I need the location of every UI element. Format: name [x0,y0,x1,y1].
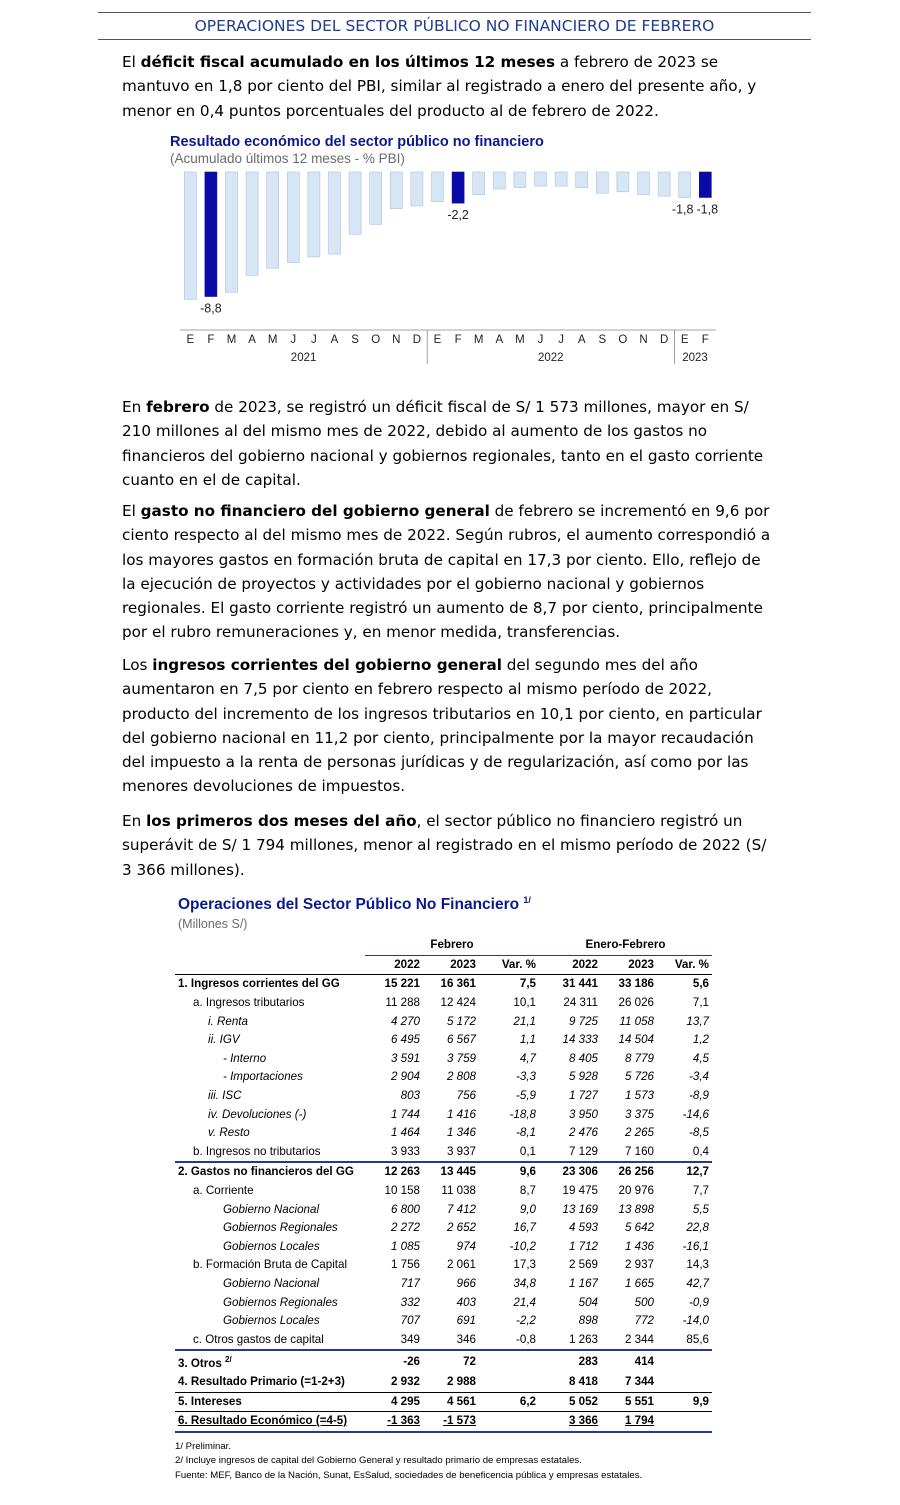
row-value: 1 263 [568,1332,598,1346]
row-value: 31 441 [539,975,601,994]
table-row [175,1124,712,1143]
table-row [175,1012,712,1031]
row-label: i. Renta [208,1014,248,1028]
row-value: 3 591 [390,1051,420,1065]
bar [493,172,505,189]
paragraph-deficit: El déficit fiscal acumulado en los últimos 12 meses a febrero de 2023 se mantuvo en 1,8 por ciento del PBI, similar al registrado a enero del presente año, y menor en 0,4 puntos porcentuales del producto al de febrero de 2022. [122,53,757,120]
row-value: 5 052 [539,1392,601,1412]
row-value: -5,9 [516,1089,536,1103]
row-value: 803 [400,1089,420,1103]
bar [658,172,670,196]
row-value: 2 569 [568,1258,598,1272]
row-value: -0,9 [689,1295,709,1309]
row-value: 12,7 [657,1162,712,1182]
row-value: 26 256 [601,1162,657,1182]
bar [308,172,320,257]
col-header: 2023 [450,957,476,971]
table-row [175,1312,712,1331]
row-value: 1 346 [446,1126,476,1140]
group-febrero: Febrero [365,936,539,955]
month-tick-label: D [412,334,422,346]
bar [617,172,629,192]
row-value: 2 652 [446,1221,476,1235]
table-row [175,1392,712,1412]
bar [370,172,382,224]
row-value: 4 593 [568,1221,598,1235]
row-value: 6 567 [446,1033,476,1047]
row-label: 5. Intereses [175,1392,365,1412]
month-tick-label: F [454,334,462,346]
row-value: 10,1 [513,996,536,1010]
bar [576,172,588,188]
row-value: 3 950 [568,1107,598,1121]
row-value: 16,7 [513,1221,536,1235]
row-value: 8 779 [624,1051,654,1065]
row-value: -1 573 [423,1412,479,1432]
month-tick-label: E [186,334,195,346]
row-value [657,1412,712,1432]
row-value: 11 038 [441,1184,476,1198]
table-row [175,1200,712,1219]
row-value: 33 186 [601,975,657,994]
bar [390,172,402,209]
bar [432,172,444,202]
table-row [175,1412,712,1432]
row-value: 3 937 [446,1144,476,1158]
month-tick-label: M [226,334,237,346]
row-label: b. Formación Bruta de Capital [193,1258,348,1272]
row-value: 1,1 [519,1033,536,1047]
table-row [175,1238,712,1257]
month-tick-label: J [290,334,297,346]
row-value: 966 [456,1276,476,1290]
row-value: 8 405 [568,1051,598,1065]
table-row [175,1031,712,1050]
row-label: v. Resto [208,1126,250,1140]
row-value: -10,2 [509,1239,536,1253]
row-value: 2 265 [624,1126,654,1140]
bar-data-label: -8,8 [200,301,222,316]
table-row [175,1050,712,1069]
table-row [175,1293,712,1312]
table-row [175,1373,712,1392]
row-value: 2 904 [390,1070,420,1084]
bar [514,172,526,188]
year-label: 2021 [290,352,317,364]
row-value: 7 344 [624,1375,654,1389]
row-label: iv. Devoluciones (-) [208,1107,307,1121]
bar [205,172,217,297]
row-value: 12 424 [440,996,476,1010]
month-tick-label: O [371,334,381,346]
month-tick-label: A [248,334,256,346]
row-value: -0,8 [516,1332,536,1346]
bar [596,172,608,193]
row-value: -8,5 [689,1126,709,1140]
month-tick-label: F [207,334,215,346]
row-value: 772 [634,1314,654,1328]
row-value: 5 172 [446,1014,476,1028]
table-row [175,1087,712,1106]
footnote-2: 2/ Incluye ingresos de capital del Gobierno General y resultado primario de empresas estatales. [175,1455,582,1466]
row-value: -3,4 [689,1070,709,1084]
col-header: 2022 [394,957,420,971]
bar [699,172,711,197]
row-value: 1 727 [568,1089,598,1103]
month-tick-label: S [351,334,359,346]
row-value: 332 [400,1295,420,1309]
row-label: 2. Gastos no financieros del GG [175,1162,365,1182]
row-value: 13 169 [562,1202,598,1216]
row-value: 7 160 [624,1144,654,1158]
table-row [175,1162,712,1182]
row-value [479,1350,539,1373]
row-value: 2 988 [446,1375,476,1389]
row-value: 0,4 [692,1144,709,1158]
month-tick-label: F [701,334,709,346]
row-label: ii. IGV [208,1033,240,1047]
row-label: - Interno [223,1051,267,1065]
group-enero-febrero: Enero-Febrero [539,936,712,955]
row-value: 403 [456,1295,476,1309]
row-value: 4 295 [365,1392,423,1412]
row-value: 349 [400,1332,420,1346]
month-tick-label: J [311,334,317,346]
row-value: 1,2 [692,1033,709,1047]
row-value: -1 363 [365,1412,423,1432]
row-value: 974 [456,1239,476,1253]
month-tick-label: J [558,334,564,346]
row-value: 14 504 [618,1033,654,1047]
row-value: 707 [400,1314,420,1328]
row-value: 1 756 [390,1258,420,1272]
row-value: 283 [539,1350,601,1373]
row-value: 9,9 [657,1392,712,1412]
row-value: 3 375 [624,1107,654,1121]
year-label: 2023 [682,352,708,364]
month-tick-label: E [680,334,689,346]
row-value: 2 932 [390,1375,420,1389]
row-value: 3 933 [390,1144,420,1158]
row-value: 15 221 [365,975,423,994]
row-value: -16,1 [682,1239,709,1253]
row-label: 4. Resultado Primario (=1-2+3) [178,1375,345,1389]
month-tick-label: J [537,334,544,346]
row-value: 346 [456,1332,476,1346]
table-row [175,1275,712,1294]
row-value: 6 495 [390,1033,420,1047]
row-value: 4 561 [423,1392,479,1412]
bar [184,172,196,299]
bar-data-label: -2,2 [447,208,469,223]
row-label: Gobierno Nacional [223,1202,320,1216]
month-tick-label: O [618,334,628,346]
paragraph-febrero: En febrero de 2023, se registró un déficit fiscal de S/ 1 573 millones, mayor en S/ 210 millones al del mismo mes de 2022, debido al aumento de los gastos no financieros del gobierno nacional y gobiernos regionales, tanto en el gasto corriente cuanto en el de capital. [122,398,764,489]
table-title: Operaciones del Sector Público No Financiero $^{1/}$ [178,895,531,914]
row-label: Gobierno Nacional [223,1276,320,1290]
row-value: -14,6 [682,1107,709,1121]
row-label: 1. Ingresos corrientes del GG [175,975,365,994]
table-row [175,1182,712,1201]
row-value: 3 366 [539,1412,601,1432]
row-value: -3,3 [516,1070,536,1084]
footnote-1: 1/ Preliminar. [175,1441,231,1452]
row-value: -8,1 [516,1126,536,1140]
row-label: Gobiernos Locales [223,1314,320,1328]
row-value: 0,1 [519,1144,536,1158]
row-value [479,1373,539,1392]
paragraph-gasto: El gasto no financiero del gobierno general de febrero se incrementó en 9,6 por ciento respecto al del mismo mes de 2022. Según rubros, el aumento correspondió a los mayores gastos en formación bruta de capital en 17,3 por ciento. Ello, reflejo de la ejecución de proyectos y actividades por el gobierno nacional y gobiernos regionales. El gasto corriente registró un aumento de 8,7 por ciento, principalmente por el rubro remuneraciones y, en menor medida, transferencias. [122,502,771,642]
row-value: 6 800 [390,1202,420,1216]
row-value: 11 288 [385,996,420,1010]
month-tick-label: S [598,334,607,346]
row-value: 7 412 [446,1202,476,1216]
bar [679,172,691,197]
row-value: 1 167 [568,1276,598,1290]
row-value: 756 [456,1089,476,1103]
month-tick-label: A [495,334,504,346]
row-value: 1 416 [446,1107,476,1121]
row-value [479,1412,539,1432]
row-value: 16 361 [423,975,479,994]
month-tick-label: M [515,334,525,346]
row-value: 11 058 [619,1014,654,1028]
bar [287,172,299,263]
row-value: 21,1 [513,1014,536,1028]
table-row [175,1143,712,1163]
row-value: 1 712 [568,1239,598,1253]
bar [267,172,279,268]
row-value: 4,7 [519,1051,536,1065]
row-value: 34,8 [513,1276,536,1290]
row-value: 17,3 [513,1258,536,1272]
footnote-source: Fuente: MEF, Banco de la Nación, Sunat, EsSalud, sociedades de beneficencia pública y empresas estatales. [175,1470,643,1481]
bar [411,172,423,206]
row-value: 8 418 [568,1375,598,1389]
row-value: 14,3 [686,1258,709,1272]
row-label: a. Corriente [193,1184,254,1198]
row-value: 26 026 [618,996,654,1010]
col-header: Var. % [674,957,709,971]
row-value: -2,2 [516,1314,536,1328]
row-value: -8,9 [689,1089,709,1103]
table-group-header [175,936,712,955]
row-value: 5 726 [624,1070,654,1084]
bar [535,172,547,186]
row-value: 898 [578,1314,598,1328]
row-value: 1 744 [390,1107,420,1121]
col-header: 2022 [572,957,598,971]
table-column-header [175,955,712,975]
row-value: 9,6 [479,1162,539,1182]
row-value: 10 158 [384,1184,420,1198]
row-value: 5,5 [692,1202,709,1216]
table-row [175,1068,712,1087]
row-value: 4 270 [390,1014,420,1028]
row-label: Gobiernos Regionales [223,1295,338,1309]
row-value: 1 085 [390,1239,420,1253]
deficit-bar-chart [170,168,725,368]
table-row [175,1105,712,1124]
table-row [175,1219,712,1238]
chart-subtitle: (Acumulado últimos 12 meses - % PBI) [170,151,405,166]
col-header: 2023 [628,957,654,971]
row-value: 2 061 [446,1258,476,1272]
row-value: 1 573 [624,1089,654,1103]
row-value: 7,1 [692,996,709,1010]
row-value: 42,7 [686,1276,709,1290]
row-label: iii. ISC [208,1089,242,1103]
row-value: 2 937 [624,1258,654,1272]
row-value: 23 306 [539,1162,601,1182]
row-value: 7,7 [692,1184,709,1198]
row-label: a. Ingresos tributarios [193,996,305,1010]
row-value: 6,2 [479,1392,539,1412]
row-value: 13,7 [686,1014,709,1028]
row-value: 13 898 [618,1202,654,1216]
month-tick-label: D [659,334,669,346]
row-value: 9,0 [519,1202,536,1216]
month-tick-label: E [433,334,442,346]
row-value: 1 794 [601,1412,657,1432]
month-tick-label: A [577,334,586,346]
bar [246,172,258,275]
row-value: 500 [634,1295,654,1309]
row-value: 14 333 [562,1033,598,1047]
paragraph-primeros-meses: En los primeros dos meses del año, el sector público no financiero registró un superávit de S/ 1 794 millones, menor al registrado en el mismo período de 2022 (S/ 3 366 millones). [122,812,767,879]
row-value: 5 551 [601,1392,657,1412]
row-value: 7 129 [568,1144,598,1158]
row-value: 22,8 [686,1221,709,1235]
year-label: 2022 [538,352,564,364]
row-value: 691 [456,1314,476,1328]
bar [452,172,464,203]
month-tick-label: M [473,334,484,346]
bar-data-label: -1,8 [696,202,719,217]
bar [555,172,567,186]
table-row [175,1330,712,1350]
row-value: 717 [400,1276,420,1290]
row-value: 13 445 [423,1162,479,1182]
row-label: 3. Otros $^{2/}$ [175,1350,365,1373]
table-row [175,1350,712,1373]
operations-table [175,936,712,1433]
row-value: 1 464 [390,1126,420,1140]
col-header: Var. % [501,957,536,971]
chart-title: Resultado económico del sector público no financiero [170,134,544,150]
row-value: 2 476 [568,1126,598,1140]
bar [473,172,485,195]
row-value: 20 976 [618,1184,654,1198]
bar [329,172,341,254]
table-subtitle: (Millones S/) [178,917,248,931]
row-value: 5 928 [568,1070,598,1084]
row-value: 8,7 [519,1184,536,1198]
bar [349,172,361,234]
bar [638,172,650,195]
row-value: 19 475 [562,1184,598,1198]
row-value: 1 665 [624,1276,654,1290]
row-value: 3 759 [446,1051,476,1065]
row-value: 24 311 [563,996,598,1010]
row-label: Gobiernos Regionales [223,1221,338,1235]
row-value [657,1373,712,1392]
row-value: 85,6 [686,1332,709,1346]
row-value: 1 436 [624,1239,654,1253]
row-value [657,1350,712,1373]
row-value: 2 272 [390,1221,420,1235]
row-value: 4,5 [692,1051,709,1065]
paragraph-ingresos: Los ingresos corrientes del gobierno general del segundo mes del año aumentaron en 7,5 por ciento en febrero respecto al mismo período de 2022, producto del incremento de los ingresos tributarios en 10,1 por ciento, en particular del gobierno nacional en 11,2 por ciento, principalmente por la mayor recaudación del impuesto a la renta de personas jurídicas y de regularización, así como por las menores devoluciones de impuestos. [122,656,762,796]
bar-data-label: -1,8 [671,202,694,217]
row-label: 6. Resultado Económico (=4-5) [175,1412,365,1432]
row-value: 2 344 [624,1332,654,1346]
row-value: -14,0 [682,1314,709,1328]
row-value: -18,8 [509,1107,536,1121]
page-header: OPERACIONES DEL SECTOR PÚBLICO NO FINANCIERO DE FEBRERO [98,12,811,40]
row-value: 72 [423,1350,479,1373]
row-value: 5,6 [657,975,712,994]
row-label: c. Otros gastos de capital [193,1332,324,1346]
bar [226,172,238,292]
row-label: - Importaciones [223,1070,303,1084]
table-row [175,1256,712,1275]
row-value: 12 263 [365,1162,423,1182]
row-value: -26 [365,1350,423,1373]
row-label: b. Ingresos no tributarios [193,1144,321,1158]
month-tick-label: N [392,334,401,346]
month-tick-label: M [267,334,278,346]
month-tick-label: N [639,334,648,346]
table-row [175,975,712,994]
row-value: 7,5 [479,975,539,994]
row-value: 5 642 [624,1221,654,1235]
row-value: 2 808 [446,1070,476,1084]
row-value: 21,4 [513,1295,536,1309]
row-label: Gobiernos Locales [223,1239,320,1253]
month-tick-label: A [330,334,339,346]
table-row [175,994,712,1013]
row-value: 9 725 [568,1014,598,1028]
row-value: 414 [601,1350,657,1373]
row-value: 504 [578,1295,598,1309]
